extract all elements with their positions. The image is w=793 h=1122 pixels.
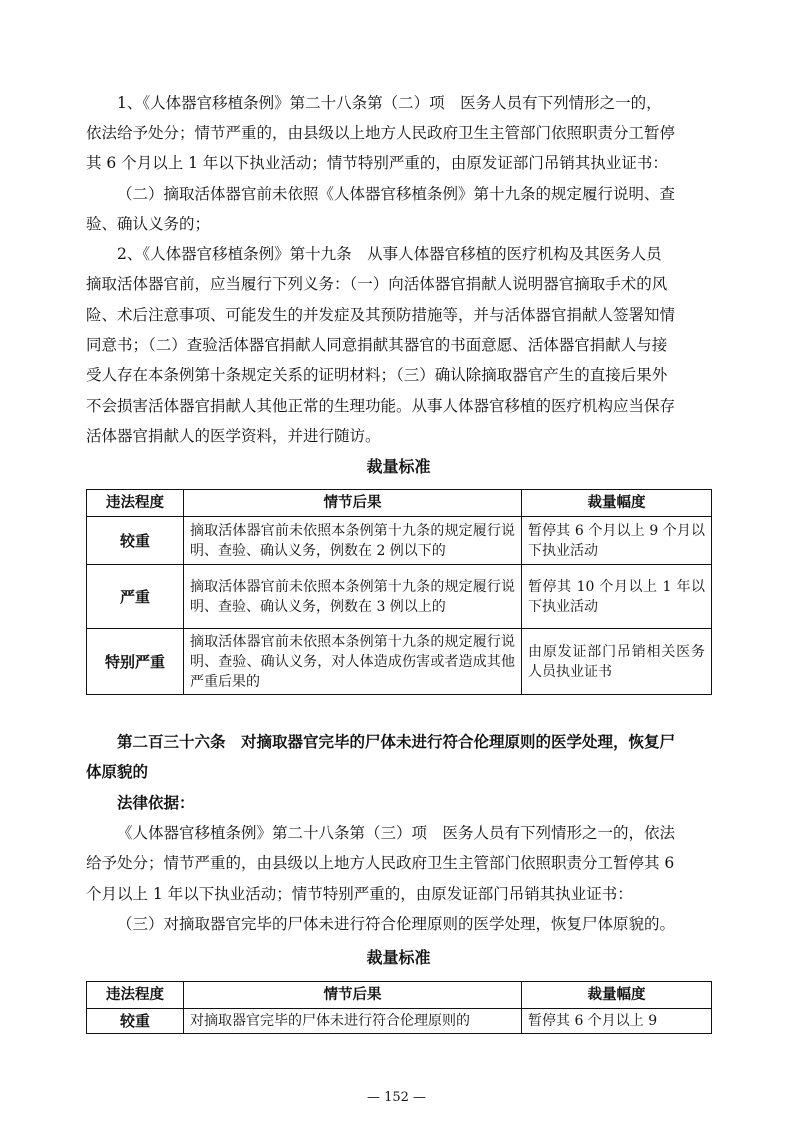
heading-line: 第二百三十六条 对摘取器官完毕的尸体未进行符合伦理原则的医学处理，恢复尸 [117, 733, 676, 751]
basis-1-item-line: 验、确认义务的； [86, 215, 211, 233]
cell-range: 暂停其 6 个月以上 9 [522, 1009, 712, 1034]
cell-level: 较重 [87, 517, 184, 565]
header-consequence: 情节后果 [184, 982, 522, 1009]
cell-consequence: 摘取活体器官前未依照本条例第十九条的规定履行说明、查验、确认义务，对人体造成伤害或者造成其他严重后果的 [184, 629, 522, 695]
basis-2-line: 2、《人体器官移植条例》第十九条 从事人体器官移植的医疗机构及其医务人员 [117, 245, 662, 263]
table-row [87, 629, 712, 695]
basis-1-item-line: （二）摘取活体器官前未依照《人体器官移植条例》第十九条的规定履行说明、查 [117, 185, 676, 203]
cell-consequence: 摘取活体器官前未依照本条例第十九条的规定履行说明、查验、确认义务，例数在 2 例以下的 [184, 517, 522, 565]
standard-table [86, 981, 712, 1034]
page-number: — 152 — [366, 1090, 427, 1105]
standard-title: 裁量标准 [366, 948, 431, 967]
cell-range: 由原发证部门吊销相关医务人员执业证书 [522, 629, 712, 695]
table-row [87, 517, 712, 565]
header-range: 裁量幅度 [522, 490, 712, 517]
basis-line: 《人体器官移植条例》第二十八条第（三）项 医务人员有下列情形之一的，依法 [117, 824, 676, 842]
table-row [87, 1009, 712, 1034]
cell-consequence: 对摘取器官完毕的尸体未进行符合伦理原则的 [184, 1009, 522, 1034]
standard-table [86, 489, 712, 695]
table-row [87, 565, 712, 629]
basis-1-line: 1、《人体器官移植条例》第二十八条第（二）项 医务人员有下列情形之一的， [117, 94, 662, 112]
basis-item-line: （三）对摘取器官完毕的尸体未进行符合伦理原则的医学处理，恢复尸体原貌的。 [117, 915, 676, 933]
basis-line: 个月以上 1 年以下执业活动；情节特别严重的，由原发证部门吊销其执业证书： [86, 885, 633, 903]
header-consequence: 情节后果 [184, 490, 522, 517]
basis-line: 给予处分；情节严重的，由县级以上地方人民政府卫生主管部门依照职责分工暂停其 6 [86, 854, 675, 872]
basis-2-line: 险、术后注意事项、可能发生的并发症及其预防措施等，并与活体器官捐献人签署知情 [86, 306, 676, 324]
table-header-row [87, 982, 712, 1009]
table-header-row [87, 490, 712, 517]
header-range: 裁量幅度 [522, 982, 712, 1009]
header-level: 违法程度 [87, 490, 184, 517]
basis-2-line: 同意书；（二）查验活体器官捐献人同意捐献其器官的书面意愿、活体器官捐献人与接 [86, 336, 668, 354]
basis-2-line: 受人存在本条例第十条规定关系的证明材料；（三）确认除摘取器官产生的直接后果外 [86, 366, 668, 384]
cell-range: 暂停其 10 个月以上 1 年以下执业活动 [522, 565, 712, 629]
basis-1-line: 其 6 个月以上 1 年以下执业活动；情节特别严重的，由原发证部门吊销其执业证书： [86, 154, 668, 172]
legal-basis-label: 法律依据： [117, 794, 195, 812]
basis-2-line: 摘取活体器官前，应当履行下列义务：（一）向活体器官捐献人说明器官摘取手术的风 [86, 275, 668, 293]
basis-2-line: 活体器官捐献人的医学资料，并进行随访。 [86, 427, 381, 445]
basis-1-line: 依法给予处分；情节严重的，由县级以上地方人民政府卫生主管部门依照职责分工暂停 [86, 124, 676, 142]
cell-range: 暂停其 6 个月以上 9 个月以下执业活动 [522, 517, 712, 565]
cell-level: 较重 [87, 1009, 184, 1034]
header-level: 违法程度 [87, 982, 184, 1009]
cell-consequence: 摘取活体器官前未依照本条例第十九条的规定履行说明、查验、确认义务，例数在 3 例以上的 [184, 565, 522, 629]
standard-title: 裁量标准 [366, 457, 431, 476]
heading-line: 体原貌的 [86, 763, 149, 781]
basis-2-line: 不会损害活体器官捐献人其他正常的生理功能。从事人体器官移植的医疗机构应当保存 [86, 397, 676, 415]
cell-level: 严重 [87, 565, 184, 629]
cell-level: 特别严重 [87, 629, 184, 695]
